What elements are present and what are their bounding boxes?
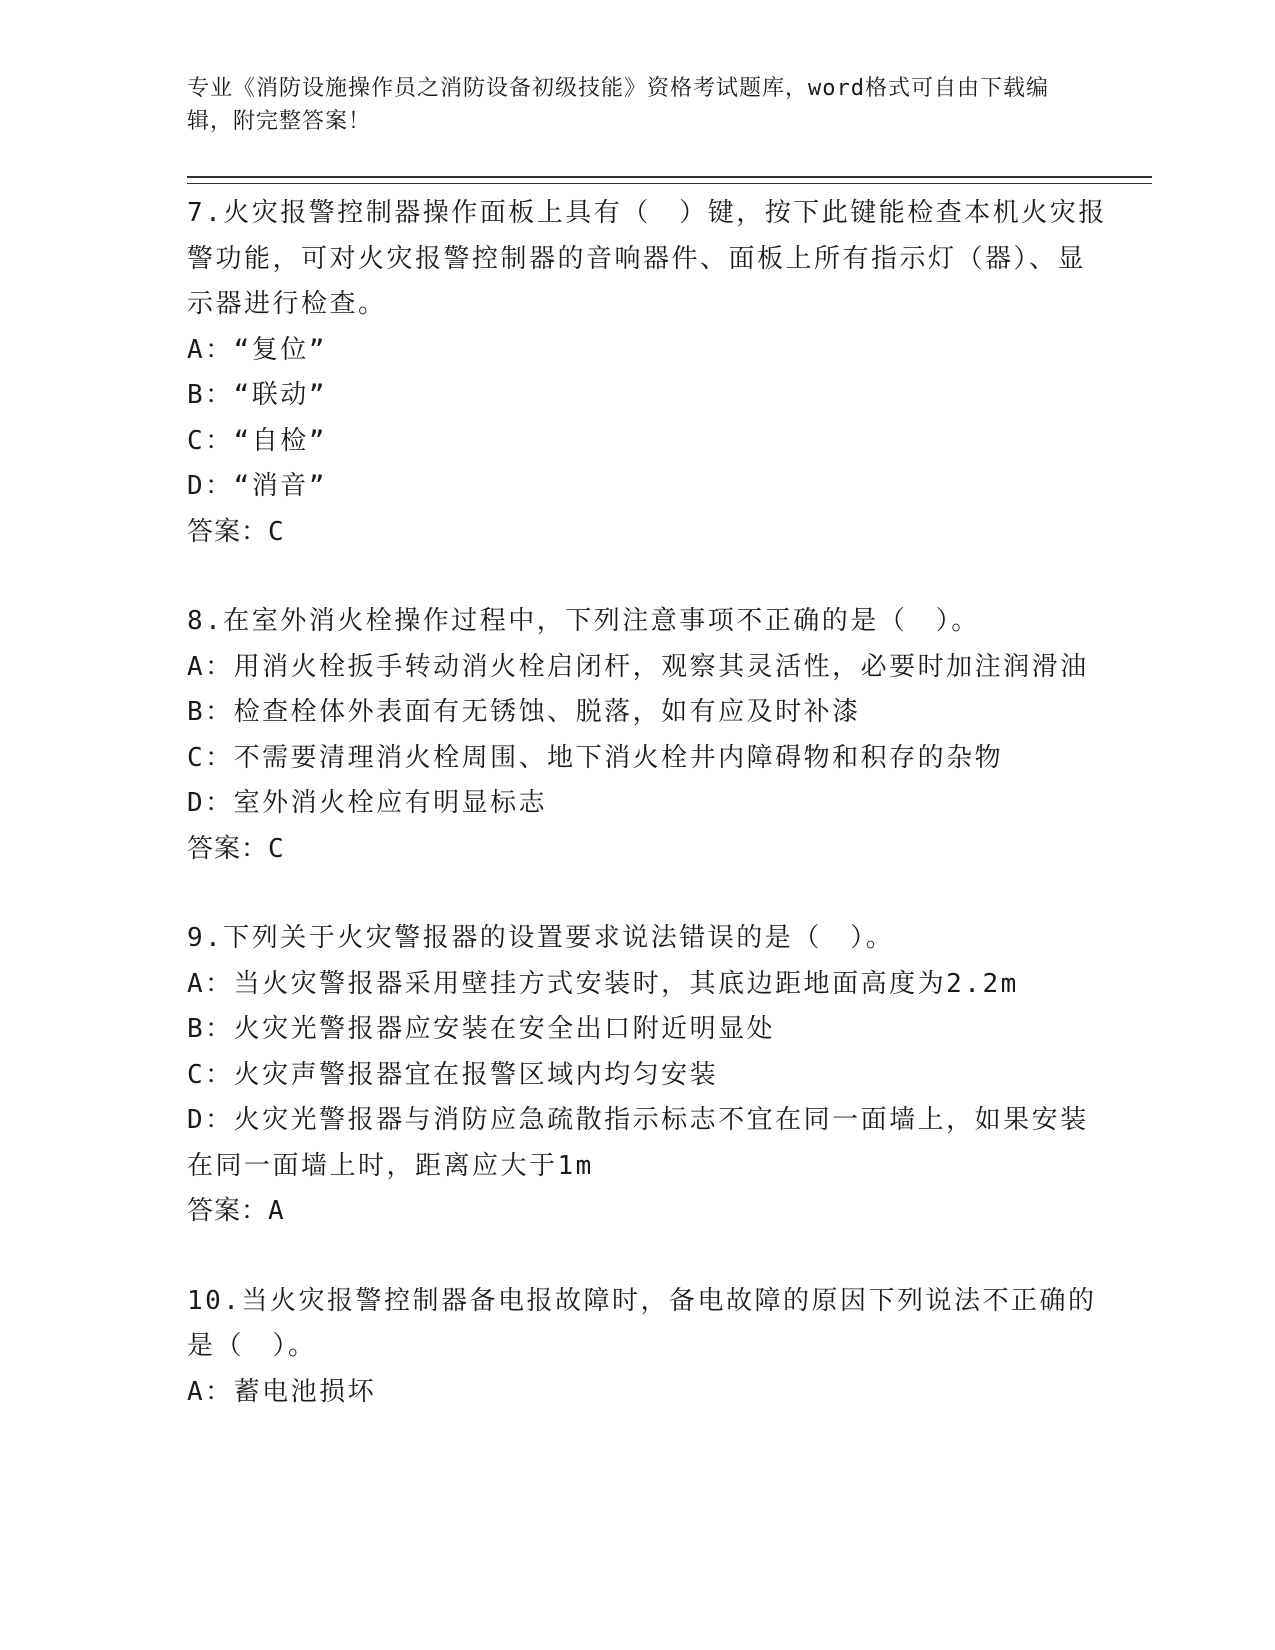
option-d: D：火灾光警报器与消防应急疏散指示标志不宜在同一面墙上，如果安装在同一面墙上时，距离应大于1m bbox=[187, 1105, 1089, 1181]
option-c: C：“自检” bbox=[187, 425, 327, 456]
answer-label: 答案： bbox=[187, 1196, 269, 1226]
option-b: B：检查栓体外表面有无锈蚀、脱落，如有应及时补漆 bbox=[187, 697, 861, 727]
option-b: B：“联动” bbox=[187, 380, 327, 410]
question-8 bbox=[187, 599, 1107, 886]
option-a: A：用消火栓扳手转动消火栓启闭杆，观察其灵活性，必要时加注润滑油 bbox=[187, 651, 1089, 682]
answer-line bbox=[187, 827, 1107, 887]
question-list bbox=[187, 191, 1107, 1445]
option-d: D：“消音” bbox=[187, 471, 327, 501]
question-7 bbox=[187, 191, 1107, 569]
option-a: A：当火灾警报器采用壁挂方式安装时，其底边距地面高度为2.2m bbox=[187, 968, 1019, 999]
question-text: 9.下列关于火灾警报器的设置要求说法错误的是（ ）。 bbox=[187, 923, 895, 953]
answer-label: 答案： bbox=[187, 516, 269, 547]
answer-line bbox=[187, 1189, 1107, 1249]
answer-value: A bbox=[268, 1196, 285, 1226]
question-text: 8.在室外消火栓操作过程中，下列注意事项不正确的是（ ）。 bbox=[187, 606, 980, 636]
answer-value: C bbox=[268, 833, 285, 864]
header-divider bbox=[187, 176, 1152, 184]
question-text: 7.火灾报警控制器操作面板上具有（ ）键，按下此键能检查本机火灾报警功能，可对火灾报警控制器的音响器件、面板上所有指示灯（器）、显示器进行检查。 bbox=[187, 198, 1107, 319]
question-9 bbox=[187, 916, 1107, 1249]
option-d: D：室外消火栓应有明显标志 bbox=[187, 788, 548, 818]
question-text: 10.当火灾报警控制器备电报故障时，备电故障的原因下列说法不正确的是（ ）。 bbox=[187, 1285, 1097, 1361]
option-c: C：不需要清理消火栓周围、地下消火栓井内障碍物和积存的杂物 bbox=[187, 742, 1004, 773]
answer-label: 答案： bbox=[187, 833, 269, 864]
option-a: A：“复位” bbox=[187, 334, 327, 365]
answer-value: C bbox=[268, 516, 285, 547]
document-header: 专业《消防设施操作员之消防设备初级技能》资格考试题库，word格式可自由下载编辑，附完整答案！ bbox=[187, 76, 1049, 134]
option-a: A：蓄电池损坏 bbox=[187, 1376, 377, 1407]
option-c: C：火灾声警报器宜在报警区域内均匀安装 bbox=[187, 1059, 719, 1090]
answer-line bbox=[187, 510, 1107, 570]
question-10 bbox=[187, 1279, 1107, 1416]
option-b: B：火灾光警报器应安装在安全出口附近明显处 bbox=[187, 1014, 776, 1044]
